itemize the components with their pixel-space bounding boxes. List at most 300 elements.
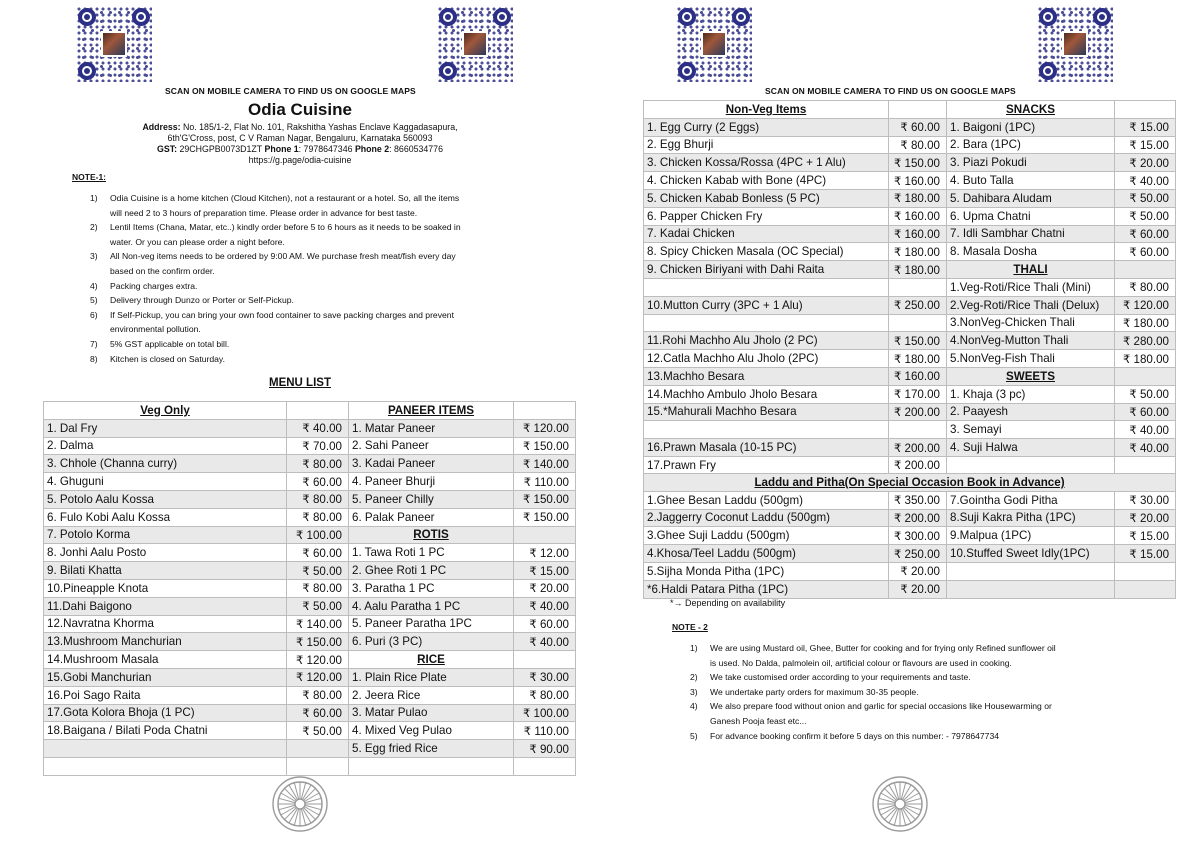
note-number: 1) (90, 193, 98, 203)
menu-item (644, 314, 889, 332)
menu-item: 5. Potolo Aalu Kossa (44, 490, 287, 508)
menu-item: 6. Papper Chicken Fry (644, 207, 889, 225)
table-row (44, 633, 576, 651)
price-cell: ₹ 60.00 (287, 704, 349, 722)
note-item (90, 249, 560, 264)
table-row (44, 722, 576, 740)
price-cell (514, 402, 576, 420)
table-row (644, 403, 1176, 421)
price-cell (889, 314, 947, 332)
menu-item: 14.Mushroom Masala (44, 651, 287, 669)
menu-item: 4. Aalu Paratha 1 PC (349, 597, 514, 615)
table-row (644, 101, 1176, 119)
price-cell: ₹ 110.00 (514, 473, 576, 491)
menu-item: 11.Dahi Baigono (44, 597, 287, 615)
table-row (44, 668, 576, 686)
note-text: All Non-veg items needs to be ordered by 9:00 AM. We purchase fresh meat/fish every day (110, 251, 456, 262)
menu-item: 4.Khosa/Teel Laddu (500gm) (644, 545, 889, 563)
price-cell: ₹ 80.00 (287, 508, 349, 526)
note-number: 4) (690, 701, 698, 712)
menu-item: 4.NonVeg-Mutton Thali (947, 332, 1115, 350)
table-row (44, 686, 576, 704)
section-heading: Veg Only (44, 402, 287, 420)
note2-list (690, 641, 1160, 743)
menu-item: 6. Upma Chatni (947, 207, 1115, 225)
menu-item: 3. Piazi Pokudi (947, 154, 1115, 172)
menu-item (44, 757, 287, 775)
table-row (44, 562, 576, 580)
price-cell: ₹ 250.00 (889, 296, 947, 314)
table-row (644, 296, 1176, 314)
price-cell: ₹ 150.00 (514, 508, 576, 526)
qr-code-icon[interactable] (676, 6, 752, 82)
menu-item: 2. Dalma (44, 437, 287, 455)
menu-item: 3.NonVeg-Chicken Thali (947, 314, 1115, 332)
price-cell: ₹ 180.00 (889, 243, 947, 261)
note-text: 5% GST applicable on total bill. (110, 338, 230, 349)
price-cell: ₹ 15.00 (1115, 118, 1176, 136)
price-cell: ₹ 15.00 (1115, 136, 1176, 154)
note-number: 8) (90, 353, 98, 364)
menu-item: 15.*Mahurali Machho Besara (644, 403, 889, 421)
note-item (690, 714, 1160, 729)
gst-label: GST: (157, 144, 178, 154)
price-cell: ₹ 50.00 (1115, 189, 1176, 207)
price-cell: ₹ 150.00 (889, 332, 947, 350)
table-row (44, 437, 576, 455)
price-cell: ₹ 140.00 (514, 455, 576, 473)
menu-item: 6. Puri (3 PC) (349, 633, 514, 651)
address-block (0, 122, 600, 166)
phone2-label: Phone 2 (354, 144, 390, 154)
table-row (644, 456, 1176, 474)
price-cell: ₹ 60.00 (287, 473, 349, 491)
note-text: We take customised order according to your requirements and taste. (710, 672, 971, 683)
price-cell: ₹ 20.00 (514, 579, 576, 597)
price-cell: ₹ 60.00 (514, 615, 576, 633)
table-row (644, 491, 1176, 509)
menu-item: 4. Paneer Bhurji (349, 473, 514, 491)
menu-table-right (643, 100, 1176, 475)
table-row (644, 367, 1176, 385)
price-cell: ₹ 180.00 (889, 189, 947, 207)
table-row (644, 385, 1176, 403)
note-item (90, 191, 560, 206)
table-row (44, 615, 576, 633)
price-cell: ₹ 250.00 (889, 545, 947, 563)
table-row (44, 579, 576, 597)
price-cell: ₹ 70.00 (287, 437, 349, 455)
menu-item (644, 421, 889, 439)
note-text: Kitchen is closed on Saturday. (110, 353, 225, 364)
price-cell (1115, 580, 1176, 598)
menu-item: 5. Chicken Kabab Bonless (5 PC) (644, 189, 889, 207)
menu-item: 3. Matar Pulao (349, 704, 514, 722)
price-cell: ₹ 15.00 (514, 562, 576, 580)
price-cell: ₹ 150.00 (287, 633, 349, 651)
table-row (44, 544, 576, 562)
phone1-value: : 7978647346 (298, 144, 353, 154)
table-row (644, 509, 1176, 527)
price-cell: ₹ 12.00 (514, 544, 576, 562)
menu-item (349, 757, 514, 775)
menu-item: 5. Paneer Chilly (349, 490, 514, 508)
note-text: environmental pollution. (110, 324, 201, 335)
table-row (44, 508, 576, 526)
table-row (644, 118, 1176, 136)
price-cell: ₹ 40.00 (514, 597, 576, 615)
price-cell: ₹ 60.00 (1115, 243, 1176, 261)
price-cell: ₹ 120.00 (287, 668, 349, 686)
menu-item: 2. Sahi Paneer (349, 437, 514, 455)
menu-item: 5. Egg fried Rice (349, 740, 514, 758)
price-cell: ₹ 120.00 (1115, 296, 1176, 314)
note-text: Odia Cuisine is a home kitchen (Cloud Kitchen), not a restaurant or a hotel. So, all the items (110, 193, 460, 203)
note-text: Delivery through Dunzo or Porter or Self-Pickup. (110, 295, 294, 306)
note-item (90, 308, 560, 323)
note-item (90, 220, 560, 235)
note-item (690, 729, 1160, 744)
menu-item: 1. Matar Paneer (349, 419, 514, 437)
note-item (690, 699, 1160, 714)
table-row (644, 261, 1176, 279)
menu-item: 16.Poi Sago Raita (44, 686, 287, 704)
note-item (690, 670, 1160, 685)
note-number: 5) (90, 295, 98, 306)
menu-item: 7. Potolo Korma (44, 526, 287, 544)
note-item (90, 279, 560, 294)
price-cell (1115, 261, 1176, 279)
table-row (644, 350, 1176, 368)
note-item (90, 337, 560, 352)
menu-item: 1. Dal Fry (44, 419, 287, 437)
menu-item: 9. Chicken Biriyani with Dahi Raita (644, 261, 889, 279)
price-cell: ₹ 150.00 (514, 490, 576, 508)
note-text: If Self-Pickup, you can bring your own food container to save packing charges and prevent (110, 309, 454, 320)
menu-item: 4. Suji Halwa (947, 439, 1115, 457)
price-cell: ₹ 150.00 (514, 437, 576, 455)
menu-item: 1. Khaja (3 pc) (947, 385, 1115, 403)
table-row (644, 154, 1176, 172)
table-row (44, 402, 576, 420)
availability-note: *→ Depending on availability (670, 598, 786, 608)
menu-item: 2.Veg-Roti/Rice Thali (Delux) (947, 296, 1115, 314)
note-number: 1) (690, 643, 698, 653)
note-text: Packing charges extra. (110, 280, 198, 291)
menu-item: 17.Gota Kolora Bhoja (1 PC) (44, 704, 287, 722)
menu-item: 5. Dahibara Aludam (947, 189, 1115, 207)
table-row (644, 243, 1176, 261)
price-cell: ₹ 180.00 (1115, 314, 1176, 332)
price-cell (514, 526, 576, 544)
menu-item: 2. Egg Bhurji (644, 136, 889, 154)
menu-item: 12.Navratna Khorma (44, 615, 287, 633)
table-row (644, 421, 1176, 439)
table-row (644, 278, 1176, 296)
price-cell: ₹ 160.00 (889, 225, 947, 243)
note-number: 3) (90, 251, 98, 262)
table-row (644, 545, 1176, 563)
price-cell: ₹ 120.00 (287, 651, 349, 669)
menu-item: 2. Paayesh (947, 403, 1115, 421)
menu-item: 1. Tawa Roti 1 PC (349, 544, 514, 562)
menu-item: 10.Pineapple Knota (44, 579, 287, 597)
price-cell: ₹ 50.00 (287, 597, 349, 615)
note-number: 6) (90, 309, 98, 320)
price-cell: ₹ 80.00 (287, 686, 349, 704)
price-cell: ₹ 60.00 (1115, 225, 1176, 243)
maps-url[interactable]: https://g.page/odia-cuisine (248, 155, 352, 165)
note-item (90, 352, 560, 367)
dharma-wheel-icon (868, 772, 932, 836)
menu-item: 9. Bilati Khatta (44, 562, 287, 580)
price-cell: ₹ 160.00 (889, 367, 947, 385)
menu-item: 7.Gointha Godi Pitha (947, 491, 1115, 509)
price-cell: ₹ 80.00 (889, 136, 947, 154)
menu-item: 2. Jeera Rice (349, 686, 514, 704)
price-cell: ₹ 150.00 (889, 154, 947, 172)
price-cell: ₹ 50.00 (1115, 385, 1176, 403)
section-heading: SWEETS (947, 367, 1115, 385)
note-text: For advance booking confirm it before 5 days on this number: - 7978647734 (710, 730, 1000, 741)
menu-item: 7. Kadai Chicken (644, 225, 889, 243)
menu-item: 1. Egg Curry (2 Eggs) (644, 118, 889, 136)
price-cell: ₹ 120.00 (514, 419, 576, 437)
menu-item: 17.Prawn Fry (644, 456, 889, 474)
menu-item: 10.Mutton Curry (3PC + 1 Alu) (644, 296, 889, 314)
price-cell: ₹ 50.00 (287, 722, 349, 740)
price-cell: ₹ 140.00 (287, 615, 349, 633)
price-cell: ₹ 50.00 (287, 562, 349, 580)
gst-value: 29CHGPB0073D1ZT (179, 144, 262, 154)
menu-item (644, 278, 889, 296)
price-cell: ₹ 80.00 (287, 490, 349, 508)
price-cell (287, 402, 349, 420)
menu-item: 6. Fulo Kobi Aalu Kossa (44, 508, 287, 526)
menu-item: 4. Mixed Veg Pulao (349, 722, 514, 740)
note1-list (90, 191, 560, 366)
section-heading: SNACKS (947, 101, 1115, 119)
menu-item: 5. Paneer Paratha 1PC (349, 615, 514, 633)
note-number: 7) (90, 338, 98, 349)
price-cell (514, 651, 576, 669)
section-heading: PANEER ITEMS (349, 402, 514, 420)
price-cell (1115, 562, 1176, 580)
price-cell: ₹ 200.00 (889, 439, 947, 457)
note-item (690, 641, 1160, 656)
price-cell: ₹ 20.00 (1115, 154, 1176, 172)
price-cell (1115, 101, 1176, 119)
price-cell: ₹ 160.00 (889, 207, 947, 225)
menu-list-title: MENU LIST (269, 377, 331, 389)
note-text: We also prepare food without onion and garlic for special occasions like Housewarming or (710, 701, 1052, 712)
menu-item: 13.Mushroom Manchurian (44, 633, 287, 651)
phone1-label: Phone 1 (264, 144, 299, 154)
price-cell (287, 740, 349, 758)
menu-item: 3. Semayi (947, 421, 1115, 439)
menu-item: 6. Palak Paneer (349, 508, 514, 526)
table-row (44, 419, 576, 437)
table-row (644, 136, 1176, 154)
price-cell: ₹ 180.00 (889, 261, 947, 279)
table-row (644, 225, 1176, 243)
menu-item: 8. Masala Dosha (947, 243, 1115, 261)
menu-item: 8. Spicy Chicken Masala (OC Special) (644, 243, 889, 261)
menu-item: 4. Buto Talla (947, 172, 1115, 190)
price-cell: ₹ 40.00 (1115, 439, 1176, 457)
price-cell: ₹ 40.00 (514, 633, 576, 651)
menu-item: 13.Machho Besara (644, 367, 889, 385)
note-text: water. Or you can please order a night before. (110, 236, 285, 247)
note-number: 4) (90, 280, 98, 291)
section-heading: Non-Veg Items (644, 101, 889, 119)
price-cell: ₹ 15.00 (1115, 545, 1176, 563)
dharma-wheel-icon (268, 772, 332, 836)
table-row (44, 740, 576, 758)
menu-item: 2. Ghee Roti 1 PC (349, 562, 514, 580)
table-row (644, 527, 1176, 545)
note-item (90, 235, 560, 250)
note-number: 5) (690, 730, 698, 741)
note-text: We are using Mustard oil, Ghee, Butter for cooking and for frying only Refined sunflower oil (710, 643, 1056, 653)
qr-code-icon[interactable] (437, 6, 513, 82)
price-cell: ₹ 350.00 (889, 491, 947, 509)
price-cell: ₹ 80.00 (514, 686, 576, 704)
price-cell: ₹ 200.00 (889, 509, 947, 527)
menu-item: 12.Catla Machho Alu Jholo (2PC) (644, 350, 889, 368)
price-cell: ₹ 280.00 (1115, 332, 1176, 350)
menu-item: 9.Malpua (1PC) (947, 527, 1115, 545)
phone2-value: : 8660534776 (389, 144, 443, 154)
price-cell: ₹ 40.00 (1115, 421, 1176, 439)
price-cell (889, 101, 947, 119)
price-cell: ₹ 20.00 (1115, 509, 1176, 527)
note1-heading: NOTE-1: (72, 172, 106, 182)
note-number: 2) (690, 672, 698, 683)
menu-item: 3.Ghee Suji Laddu (500gm) (644, 527, 889, 545)
price-cell: ₹ 60.00 (1115, 403, 1176, 421)
note-text: Ganesh Pooja feast etc... (710, 715, 807, 726)
price-cell: ₹ 40.00 (1115, 172, 1176, 190)
price-cell: ₹ 170.00 (889, 385, 947, 403)
menu-item (947, 580, 1115, 598)
address-line-1: No. 185/1-2, Flat No. 101, Rakshitha Yashas Enclave Kaggadasapura, (183, 122, 458, 132)
price-cell: ₹ 60.00 (889, 118, 947, 136)
table-row (644, 172, 1176, 190)
price-cell: ₹ 30.00 (1115, 491, 1176, 509)
table-row (644, 189, 1176, 207)
table-row (644, 332, 1176, 350)
price-cell: ₹ 50.00 (1115, 207, 1176, 225)
menu-item: 15.Gobi Manchurian (44, 668, 287, 686)
price-cell (889, 421, 947, 439)
price-cell: ₹ 15.00 (1115, 527, 1176, 545)
menu-table-left (43, 401, 576, 776)
table-row (44, 651, 576, 669)
menu-item: 14.Machho Ambulo Jholo Besara (644, 385, 889, 403)
menu-item: 5.Sijha Monda Pitha (1PC) (644, 562, 889, 580)
menu-item: 2. Bara (1PC) (947, 136, 1115, 154)
table-row (644, 562, 1176, 580)
note-text: based on the confirm order. (110, 265, 215, 276)
menu-item: *6.Haldi Patara Pitha (1PC) (644, 580, 889, 598)
table-row (44, 704, 576, 722)
price-cell: ₹ 40.00 (287, 419, 349, 437)
scan-instruction: SCAN ON MOBILE CAMERA TO FIND US ON GOOGLE MAPS (765, 86, 1016, 96)
menu-item: 16.Prawn Masala (10-15 PC) (644, 439, 889, 457)
table-row (44, 455, 576, 473)
price-cell (889, 278, 947, 296)
price-cell: ₹ 100.00 (287, 526, 349, 544)
qr-code-icon[interactable] (76, 6, 152, 82)
laddu-pitha-heading: Laddu and Pitha(On Special Occasion Book in Advance) (644, 474, 1176, 492)
price-cell: ₹ 90.00 (514, 740, 576, 758)
price-cell (514, 757, 576, 775)
note2-heading: NOTE - 2 (672, 622, 708, 632)
note-text: will need 2 to 3 hours of preparation time. Please order in advance for best taste. (110, 207, 418, 218)
menu-item: 8. Jonhi Aalu Posto (44, 544, 287, 562)
menu-item: 3. Kadai Paneer (349, 455, 514, 473)
menu-item: 2.Jaggerry Coconut Laddu (500gm) (644, 509, 889, 527)
price-cell: ₹ 30.00 (514, 668, 576, 686)
note-number: 3) (690, 686, 698, 697)
price-cell: ₹ 60.00 (287, 544, 349, 562)
section-heading: RICE (349, 651, 514, 669)
table-row (644, 207, 1176, 225)
menu-item: 1.Ghee Besan Laddu (500gm) (644, 491, 889, 509)
section-heading: ROTIS (349, 526, 514, 544)
address-label: Address: (142, 122, 181, 132)
menu-item: 5.NonVeg-Fish Thali (947, 350, 1115, 368)
menu-item: 7. Idli Sambhar Chatni (947, 225, 1115, 243)
note-number: 2) (90, 222, 98, 233)
menu-item: 10.Stuffed Sweet Idly(1PC) (947, 545, 1115, 563)
menu-page-right (600, 0, 1200, 848)
qr-code-icon[interactable] (1037, 6, 1113, 82)
restaurant-title: Odia Cuisine (248, 100, 352, 119)
price-cell: ₹ 100.00 (514, 704, 576, 722)
price-cell: ₹ 200.00 (889, 456, 947, 474)
menu-item: 1. Plain Rice Plate (349, 668, 514, 686)
menu-item (947, 456, 1115, 474)
price-cell: ₹ 80.00 (287, 579, 349, 597)
menu-item (947, 562, 1115, 580)
note-text: Lentil Items (Chana, Matar, etc..) kindly order before 5 to 6 hours as it needs to be soaked in (110, 222, 461, 233)
note-item (90, 264, 560, 279)
price-cell: ₹ 300.00 (889, 527, 947, 545)
table-row (644, 314, 1176, 332)
table-row (44, 597, 576, 615)
price-cell (1115, 456, 1176, 474)
price-cell: ₹ 160.00 (889, 172, 947, 190)
menu-item: 18.Baigana / Bilati Poda Chatni (44, 722, 287, 740)
menu-item: 4. Ghuguni (44, 473, 287, 491)
price-cell: ₹ 180.00 (1115, 350, 1176, 368)
menu-item: 4. Chicken Kabab with Bone (4PC) (644, 172, 889, 190)
address-line-2: 6th'G'Cross, post, C V Raman Nagar, Bengaluru, Karnataka 560093 (167, 133, 433, 143)
note-text: is used. No Dalda, palmolein oil, artificial colour or flavours are used in cooking. (710, 657, 1012, 668)
price-cell: ₹ 110.00 (514, 722, 576, 740)
section-heading: THALI (947, 261, 1115, 279)
table-row (644, 439, 1176, 457)
table-row (44, 473, 576, 491)
table-row (644, 580, 1176, 598)
price-cell: ₹ 80.00 (1115, 278, 1176, 296)
table-row (44, 526, 576, 544)
note-item (90, 322, 560, 337)
menu-item (44, 740, 287, 758)
menu-item: 11.Rohi Machho Alu Jholo (2 PC) (644, 332, 889, 350)
